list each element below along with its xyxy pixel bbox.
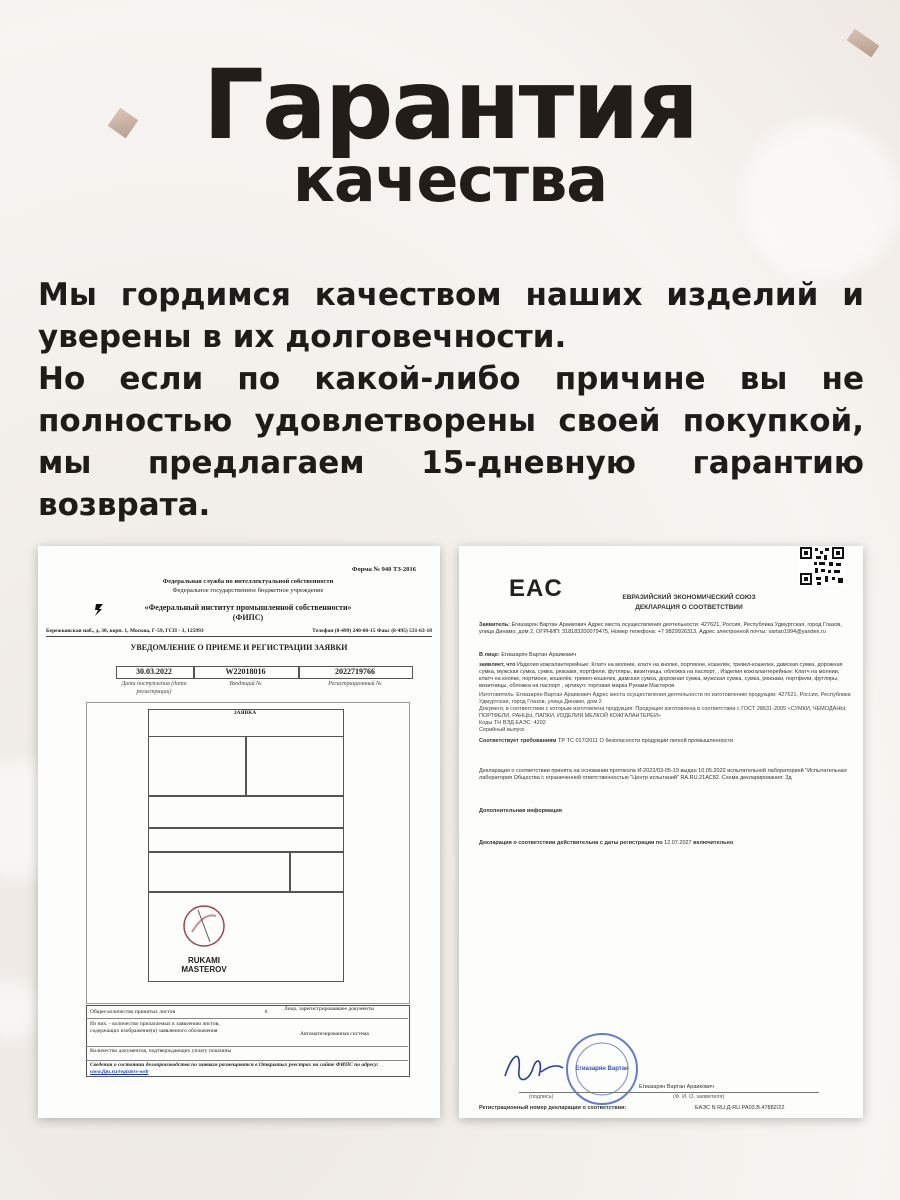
registration-number: ЕАЭС N RU Д-RU.PA03.B.47882/22 — [695, 1105, 785, 1111]
trademark-logo — [174, 902, 234, 954]
headline-line2: качества — [292, 143, 608, 216]
intro-paragraph-1: Мы гордимся качеством наших изделий и уверены в их долговечности. — [38, 277, 864, 355]
incoming-number: W22018016 — [225, 667, 266, 676]
requirements-value: ТР ТС 017/2011 О безопасности продукции легкой промышленности — [558, 738, 734, 744]
signature-mark — [499, 1046, 569, 1090]
incoming-label: Входящий № — [229, 681, 262, 687]
form-section — [148, 828, 344, 852]
eac-declaration-title: ДЕКЛАРАЦИЯ О СООТВЕТСТВИИ — [635, 604, 743, 611]
agency-name: Федеральная служба по интеллектуальной собственности — [162, 578, 334, 585]
sheets-label: Общее количество принятых листов — [90, 1009, 176, 1015]
table-row-divider — [86, 1018, 408, 1019]
institute-address: Бережковская наб., д. 30, корп. 1, Москва, Г-59, ГСП - 3, 125993 — [46, 628, 204, 634]
maker-value: Изготовитель: Егиазарян Вартан Араикович Адрес места осуществления деятельности по изготовлению продукции: 427621, Россия, Республика Удмуртская, город Глазов, улица Динамо, дом 2 — [479, 692, 851, 705]
eac-mark: EAC — [509, 575, 563, 602]
form-section — [290, 852, 344, 892]
declares-label: заявляет, что — [479, 662, 516, 668]
attachments-label: Из них: - количество прилагаемых к заявлению листов, содержащих изображение(я) заявленного обозначения — [90, 1021, 220, 1034]
signatory-name: Егиазарян Вартан Араикович — [639, 1084, 714, 1090]
basis-value: Декларация о соответствии принята на основании протокола И-2022/03-05-19 выдан 10.05.2022 испытательной лабораторией "Испытательная лаборатория Общества с ограниченной ответственностью "Центр испытаний" RA.RU.21АС82. Схема декларирования: 3д — [479, 768, 847, 781]
date-label: Дата поступления (дата регистрации) — [121, 681, 187, 695]
validity-block — [479, 840, 853, 847]
form-section — [148, 736, 246, 796]
fips-notice-document — [38, 546, 440, 1118]
registration-number: 2022719766 — [335, 667, 375, 676]
system-label: Автоматизированная система — [300, 1031, 369, 1037]
person-value: Егиазарян Вартан Араикович — [501, 652, 577, 658]
person-label: В лице: — [479, 652, 500, 658]
form-section — [148, 796, 344, 828]
product-block — [479, 662, 853, 690]
notice-title: УВЕДОМЛЕНИЕ О ПРИЕМЕ И РЕГИСТРАЦИИ ЗАЯВКИ — [130, 643, 348, 652]
stamp-text: Егиазарян Вартан — [575, 1066, 629, 1072]
header-divider — [46, 636, 432, 637]
registry-note-text: Сведения о состоянии делопроизводства по заявкам размещаются в Открытых реестрах на сайте ФИПС по адресу: — [90, 1062, 379, 1068]
serial-value: Серийный выпуск — [479, 727, 525, 733]
eac-union-title: ЕВРАЗИЙСКИЙ ЭКОНОМИЧЕСКИЙ СОЮЗ — [622, 594, 756, 601]
applicant-block — [479, 622, 853, 636]
person-block — [479, 652, 853, 659]
registration-label: Регистрационный № — [328, 681, 382, 687]
extra-info-label: Дополнительная информация — [479, 808, 562, 814]
eac-declaration-document — [459, 546, 863, 1118]
institute-phones: Телефон (8-499) 240-60-15 Факс (8-495) 531-63-18 — [312, 628, 432, 634]
signature-caption: (подпись) — [529, 1094, 554, 1100]
signature-line — [519, 1092, 819, 1093]
validity-suffix: включительно — [693, 840, 734, 846]
table-row-divider — [86, 1046, 408, 1047]
table-row-divider — [86, 1060, 408, 1061]
registration-label: Регистрационный номер декларации о соответствии: — [479, 1105, 627, 1111]
registration-date: 30.03.2022 — [136, 667, 172, 676]
validity-date: 12.07.2027 — [664, 840, 692, 846]
applicant-value: Егиазарян Вартан Араикович Адрес места осуществления деятельности: 427621, Россия, Республика Удмуртская, город Глазов, улица Динамо, дом 2, ОГРНИП: 318183200079475, Номер телефона: +7 9829926313, Адрес электронной почты: vartan1994@yandex.ru — [479, 622, 842, 635]
background-bokeh — [0, 980, 40, 1040]
validity-label: Декларация о соответствии действительна с даты регистрации по — [479, 840, 663, 846]
headline-line1: Гарантия — [202, 49, 698, 161]
requirements-block — [479, 738, 853, 745]
form-number: Форма № 940 ТЗ-2016 — [351, 566, 416, 573]
agency-subtitle: Федеральное государственное бюджетное учреждение — [172, 587, 324, 594]
registry-link[interactable]: www.fips.ru/registers-web — [90, 1069, 149, 1075]
standard-value: Документ, в соответствии с которым изготовлена продукция: Продукция изготовлена в соответствии с ГОСТ 28631-2005 «СУМКИ, ЧЕМОДАНЫ, ПОРТФЕЛИ, РАНЦЫ, ПАПКИ, ИЗДЕЛИЯ МЕЛКОЙ КОЖГАЛАНТЕРЕИ» — [479, 706, 847, 719]
intro-paragraph-2: Но если по какой-либо причине вы не полностью удовлетворены своей покупкой, мы предлагаем 15-дневную гарантию возврата. — [38, 361, 864, 523]
codes-value: Коды ТН ВЭД ЕАЭС: 4202 — [479, 720, 546, 726]
application-title: ЗАЯВКА — [233, 710, 257, 716]
sheets-value: 6 — [264, 1009, 268, 1015]
institute-abbr: (ФИПС) — [232, 613, 264, 622]
registry-note — [90, 1062, 400, 1076]
intro-text — [38, 274, 864, 526]
registrar-label: Лицо, зарегистрировавшее документы — [284, 1006, 375, 1012]
decor-shard — [847, 29, 880, 58]
institute-name: «Федеральный институт промышленной собственности» — [144, 603, 352, 612]
qr-code-icon — [799, 546, 845, 586]
form-section — [148, 852, 290, 892]
product-value: Изделия кожгалантерейные: Клатч на молнии, клатч на кнопке, портмоне, кошелёк, тревел-кошелек, дамская сумка, дорожная сумка, мужская сумка, сумка, рюкзаки, портфели, футляры, визитницы, обложка на паспорт, , Изделия кожгалантерейные: Клатч на молнии, клатч на кнопке, портмоне, кошелёк, тревел-кошелек, дамская сумка, дорожная сумка, мужская сумка, сумка, рюкзаки, портфели, футляры, визитницы, обложка на паспорт , артикул: торговая марка Руками Мастеров — [479, 662, 843, 689]
trademark-word-2: MASTEROV — [181, 965, 227, 974]
applicant-label: Заявитель: — [479, 622, 510, 628]
fee-docs-label: Количество документов, подтверждающих уплату пошлины — [90, 1048, 232, 1054]
form-section — [246, 736, 344, 796]
trademark-word-1: RUKAMI — [188, 956, 220, 965]
name-caption: (Ф. И. О. заявителя) — [673, 1094, 725, 1100]
requirements-label: Соответствует требованиям — [479, 738, 557, 744]
